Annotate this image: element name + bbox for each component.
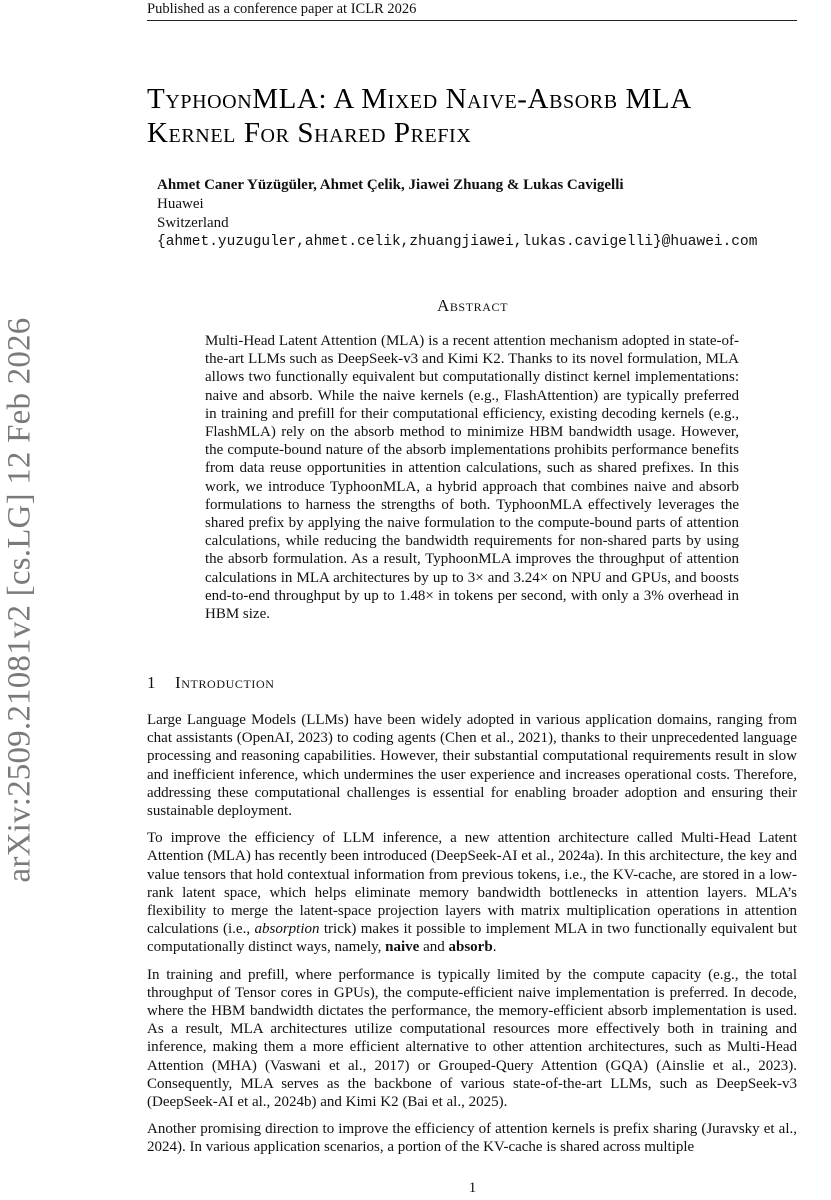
author-affiliation: Huawei	[157, 196, 204, 212]
absorb-term: absorb	[448, 939, 493, 956]
author-emails: {ahmet.yuzuguler,ahmet.celik,zhuangjiawei,lukas.cavigelli}@huawei.com	[157, 234, 758, 250]
section-title: Introduction	[175, 673, 275, 692]
naive-term: naive	[385, 939, 420, 956]
paragraph-2-part-a: To improve the efficiency of LLM inference, a new attention architecture called Multi-Head Latent Attention (MLA) has recently been introduced (DeepSeek-AI et al., 2024a). In this architecture, the key and value tensors that hold contextual information from previous tokens, i.e., the KV-cache, are stored in a low-rank latent space, which helps eliminate memory bandwidth bottlenecks in attention layers. MLA’s flexibility to merge the latent-space projection layers with matrix multiplication operations in attention calculations (i.e.,	[147, 830, 797, 938]
abstract-text: Multi-Head Latent Attention (MLA) is a recent attention mechanism adopted in state-of-the-art LLMs such as DeepSeek-v3 and Kimi K2. Thanks to its novel formulation, MLA allows two functionally equivalent but computationally distinct kernel implementations: naive and absorb. While the naive kernels (e.g., FlashAttention) are typically preferred in training and prefill for their computational efficiency, existing decoding kernels (e.g., FlashMLA) rely on the absorb method to minimize HBM bandwidth usage. However, the compute-bound nature of the absorb implementations prohibits performance benefits from data reuse opportunities in attention calculations, such as shared prefixes. In this work, we introduce TyphoonMLA, a hybrid approach that combines naive and absorb formulations to harness the strengths of both. TyphoonMLA effectively leverages the shared prefix by applying the naive formulation to the compute-bound parts of attention calculations, while reducing the bandwidth requirements for non-shared parts by using the absorb formulation. As a result, TyphoonMLA improves the throughput of attention calculations in MLA architectures by up to 3× and 3.24× on NPU and GPUs, and boosts end-to-end throughput by up to 1.48× in tokens per second, with only a 3% overhead in HBM size.	[205, 333, 739, 623]
running-header: Published as a conference paper at ICLR 2026	[147, 0, 797, 21]
paper-title-line-2: Kernel For Shared Prefix	[147, 117, 472, 149]
author-block	[157, 176, 831, 252]
paragraph-1: Large Language Models (LLMs) have been widely adopted in various application domains, ranging from chat assistants (OpenAI, 2023) to coding agents (Chen et al., 2021), thanks to their unprecedented language processing and reasoning capabilities. However, their substantial computational requirements result in slow and inefficient inference, which undermines the user experience and increases operational costs. Therefore, addressing these computational challenges is essential for enabling broader adoption and ensuring their sustainable deployment.	[147, 712, 797, 820]
paragraph-3: In training and prefill, where performance is typically limited by the compute capacity (e.g., the total throughput of Tensor cores in GPUs), the compute-efficient naive implementation is preferred. In decode, where the HBM bandwidth dictates the performance, the memory-efficient absorb implementation is used. As a result, MLA architectures utilize computational resources more effectively both in training and inference, making them a more efficient alternative to other attention architectures, such as Multi-Head Attention (MHA) (Vaswani et al., 2017) or Grouped-Query Attention (GQA) (Ainslie et al., 2023). Consequently, MLA serves as the backbone of various state-of-the-art LLMs, such as DeepSeek-v3 (DeepSeek-AI et al., 2024b) and Kimi K2 (Bai et al., 2025).	[147, 966, 797, 1111]
paper-title-line-1: TyphoonMLA: A Mixed Naive-Absorb MLA	[147, 83, 692, 115]
page-number: 1	[468, 1180, 477, 1196]
paper-title	[147, 82, 807, 150]
arxiv-identifier: arXiv:2509.21081v2 [cs.LG] 12 Feb 2026	[1, 317, 38, 883]
paragraph-2-part-d: .	[492, 939, 497, 956]
paragraph-4: Another promising direction to improve the efficiency of attention kernels is prefix sharing (Juravsky et al., 2024). In various application scenarios, a portion of the KV-cache is shared across multiple	[147, 1121, 797, 1156]
absorption-term: absorption	[254, 921, 320, 938]
section-heading	[147, 673, 275, 693]
introduction-body	[147, 711, 797, 1166]
author-names: Ahmet Caner Yüzügüler, Ahmet Çelik, Jiawei Zhuang & Lukas Cavigelli	[157, 177, 624, 193]
paragraph-2-part-b: trick) makes it possible to implement MLA in two functionally equivalent but computationally distinct ways, namely,	[147, 921, 798, 956]
abstract-heading: Abstract	[436, 296, 509, 315]
arxiv-sidebar	[0, 0, 40, 1200]
paragraph-2	[147, 829, 797, 956]
paragraph-2-part-c: and	[419, 939, 449, 956]
section-number: 1	[147, 673, 157, 692]
author-country: Switzerland	[157, 215, 229, 231]
